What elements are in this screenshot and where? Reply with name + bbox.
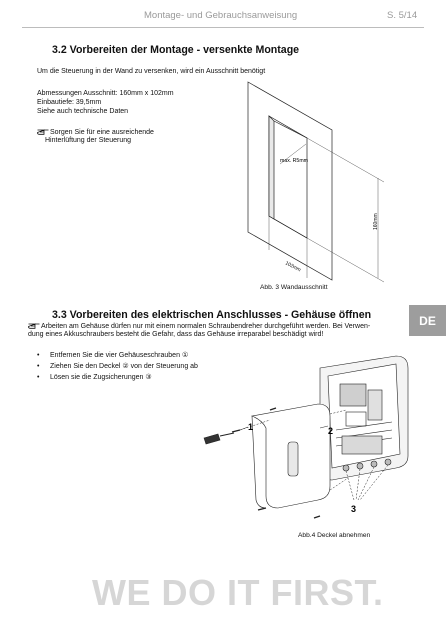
see-technical-data: Siehe auch technische Daten [37,108,129,115]
section-3-2-intro: Um die Steuerung in der Wand zu versenken, wird ein Ausschnitt benötigt [37,68,266,75]
height-label: 160mm [373,213,379,230]
ventilation-note-line2: Hinterlüftung der Steuerung [45,137,131,144]
terminal-block [342,436,382,454]
step-item: • Entfernen Sie die vier Gehäuseschrauben ① [37,350,198,361]
callout-1: 1 [248,422,254,432]
cutout-dimensions: Abmessungen Ausschnitt: 160mm x 102mm [37,90,174,97]
screwdriver-icon [204,434,220,444]
mounting-depth: Einbautiefe: 39,5mm [37,99,102,106]
section-3-2-title: 3.2 Vorbereiten der Montage - versenkte Montage [52,44,300,56]
figure-3-caption: Abb. 3 Wandausschnitt [260,284,328,291]
cutout-depth-edge [269,116,274,219]
page-number: S. 5/14 [387,10,418,21]
ventilation-note-line1: Sorgen Sie für eine ausreichende [50,129,154,136]
circled-number: ② [122,363,129,370]
pointing-hand-icon [37,128,49,135]
warning-line2: dung eines Akkuschraubers besteht die Gefahr, dass das Gehäuse irreparabel beschädigt wird! [28,331,324,338]
width-label: 102mm [284,260,302,274]
callout-2: 2 [328,426,334,436]
circled-number: ① [181,352,189,359]
pointing-hand-icon [28,322,40,329]
header-divider [22,27,424,28]
wall-cutout-figure [240,78,400,290]
company-slogan: WE DO IT FIRST. [92,572,384,613]
steps-list [37,350,198,383]
height-dimension [307,138,384,282]
step-item: • Lösen sie die Zugsicherungen ③ [37,372,198,383]
remove-cover-figure [196,350,410,530]
wall-panel-outline [248,82,332,280]
callout-3: 3 [351,504,357,514]
section-3-3-title: 3.3 Vorbereiten des elektrischen Anschlusses - Gehäuse öffnen [52,309,372,321]
warning-line1: Arbeiten am Gehäuse dürfen nur mit einem normalen Schraubendreher durchgeführt werden. Bei Verwen- [41,323,371,330]
language-tab: DE [409,305,446,336]
circled-number: ③ [145,374,152,381]
transformer [340,384,366,406]
figure-4-caption: Abb.4 Deckel abnehmen [298,532,371,539]
header-title: Montage- und Gebrauchsanweisung [144,10,298,21]
screw [232,430,240,432]
step-item: • Ziehen Sie den Deckel ② von der Steuerung ab [37,361,198,372]
radius-label: max. R5mm [280,158,308,164]
cover-window [288,442,298,476]
